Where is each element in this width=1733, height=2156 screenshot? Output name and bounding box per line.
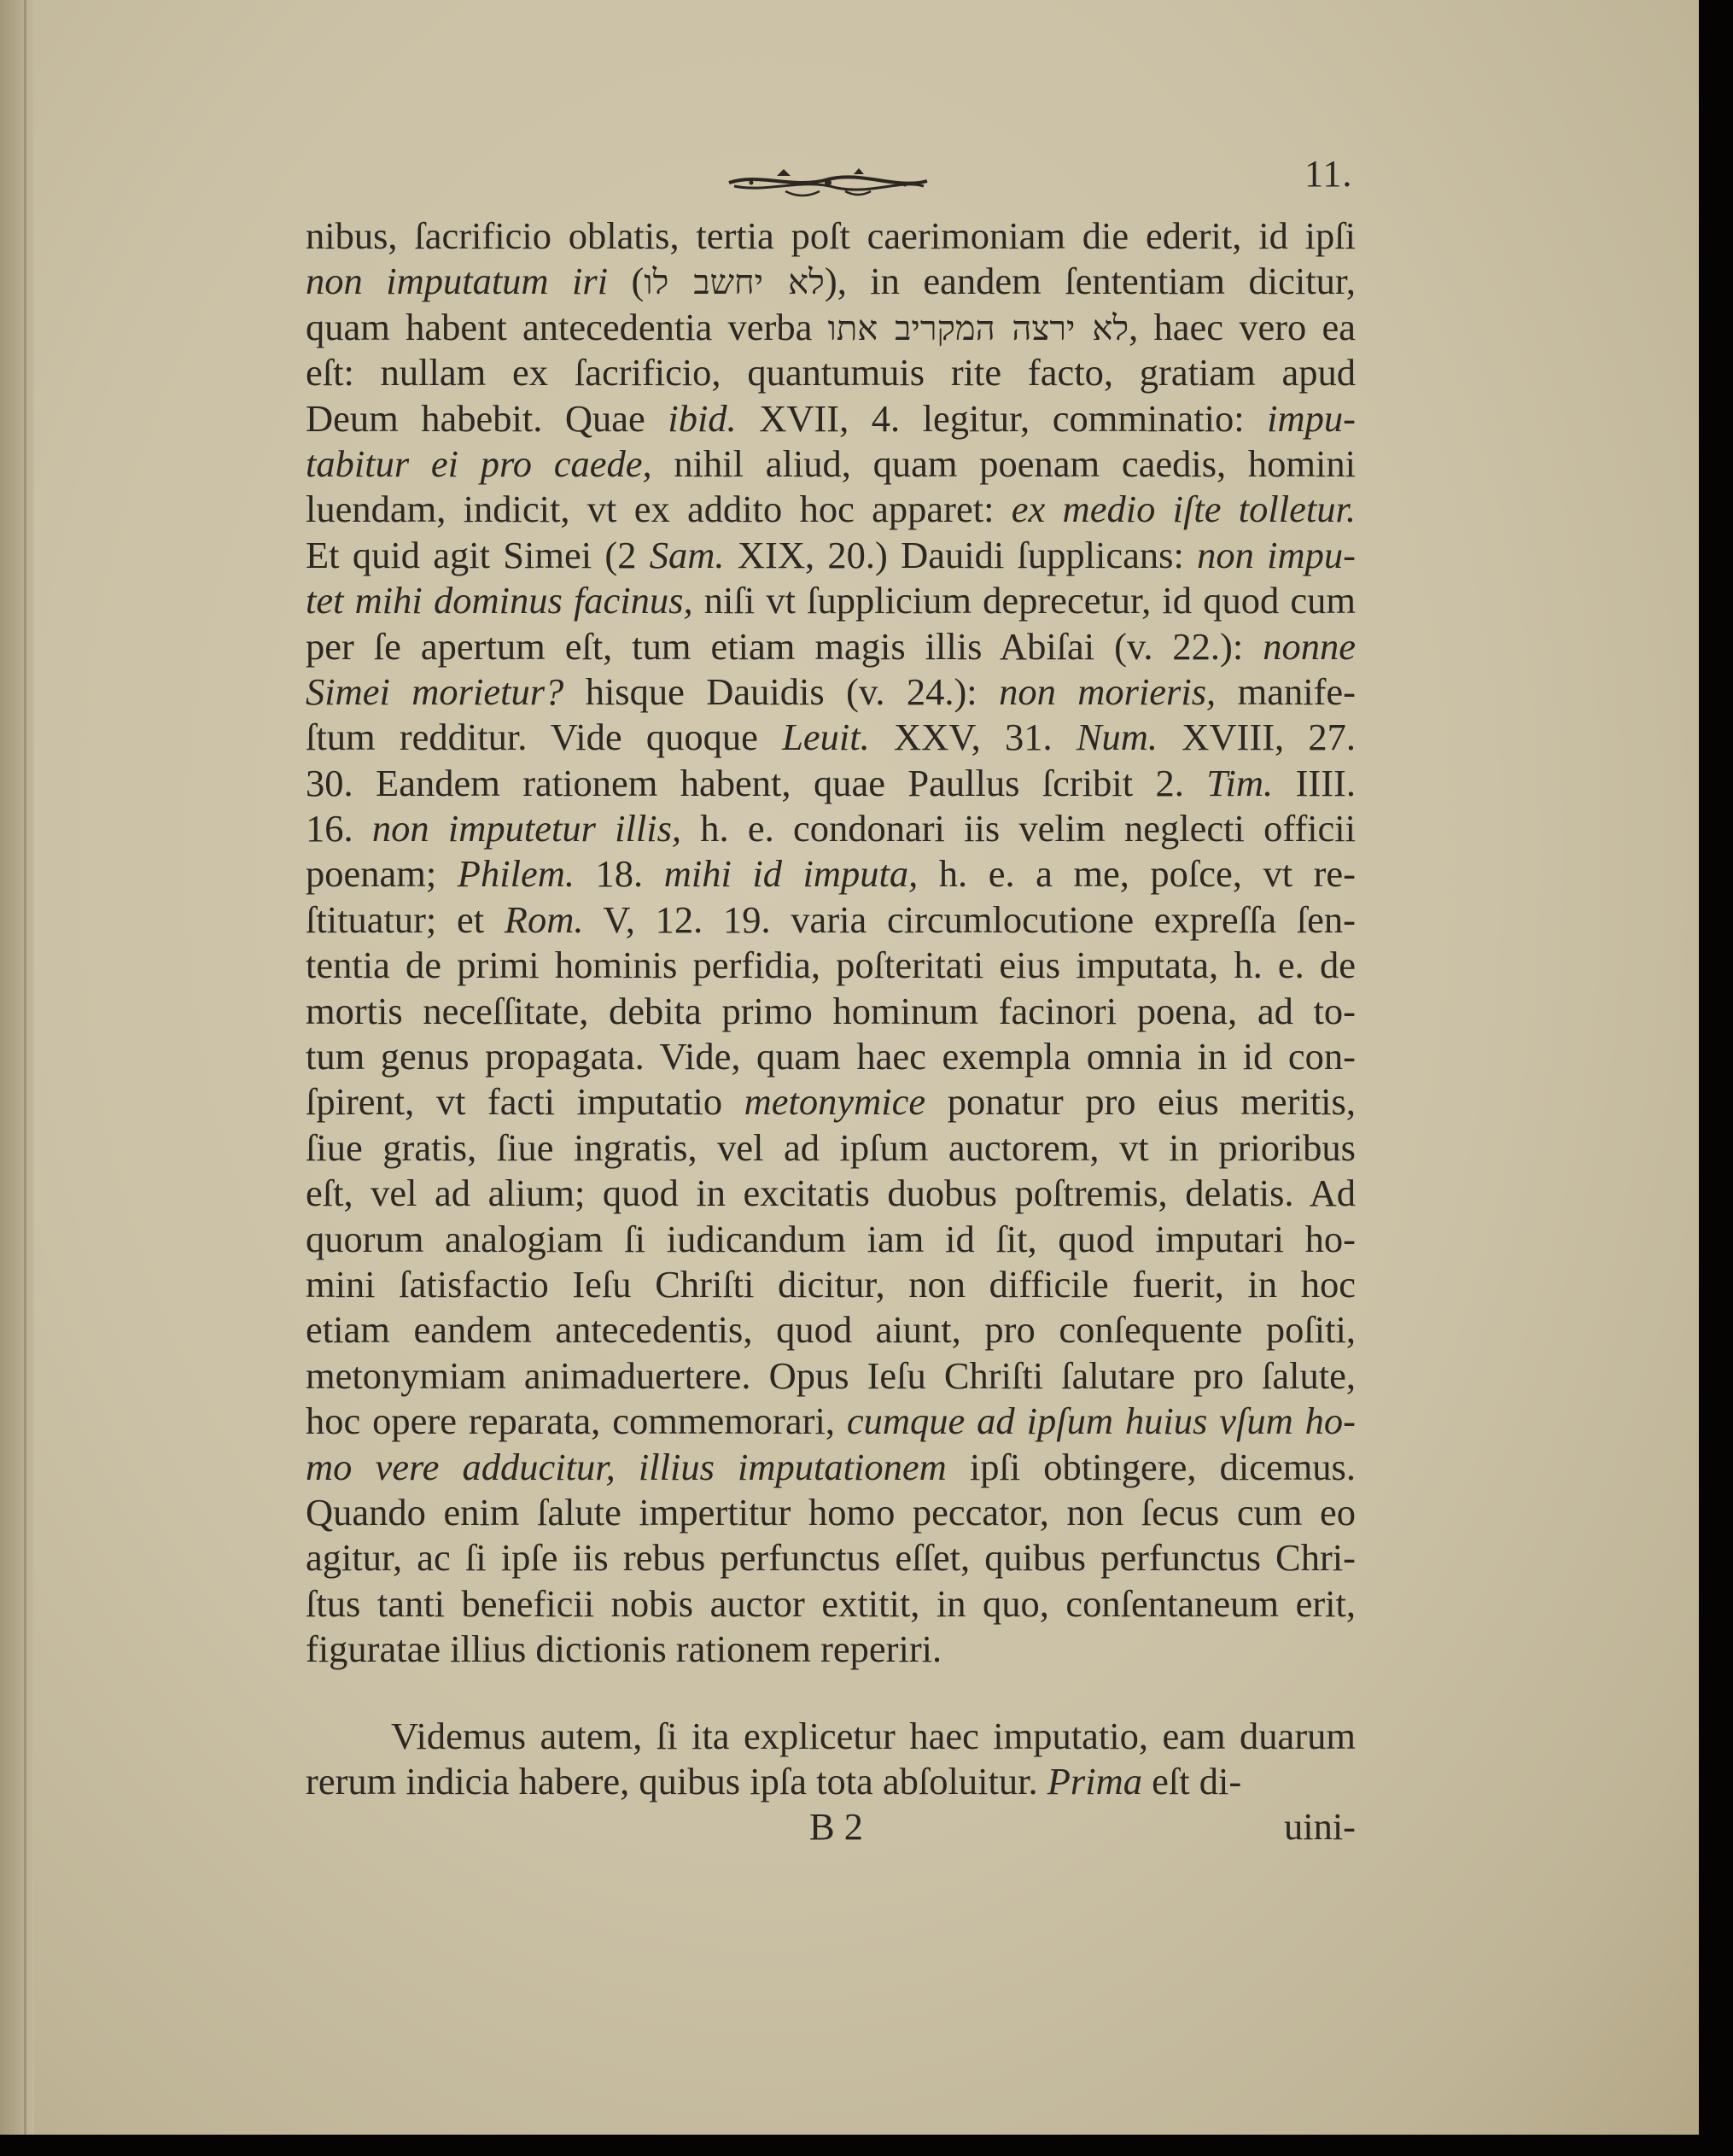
- italic-text: nonne: [1263, 624, 1356, 668]
- text-span: 30. Eandem rationem habent, quae Paullus ſcribit 2.: [306, 761, 1207, 804]
- text-line: [306, 441, 1356, 487]
- text-line: [306, 761, 1356, 806]
- text-span: XIX, 20.) Dauidi ſupplicans:: [724, 533, 1198, 576]
- text-span: h. e. a me, poſce, vt re-: [918, 852, 1357, 896]
- text-line: [306, 1759, 1356, 1804]
- binding-fold: [24, 0, 26, 2135]
- text-span: poenam;: [306, 852, 458, 896]
- page-number: 11.: [1304, 153, 1353, 195]
- text-line: [306, 1581, 1356, 1627]
- text-line: [306, 1034, 1356, 1079]
- paragraph-1: [306, 213, 1356, 1673]
- text-span: h. e. condonari iis velim neglecti officii: [681, 807, 1357, 850]
- text-span: mini ſatisfactio Ieſu Chriſti dicitur, non difficile fuerit, in hoc: [306, 1262, 1356, 1306]
- text-line: [306, 578, 1356, 623]
- text-line: [306, 213, 1356, 259]
- text-line: [306, 1535, 1356, 1580]
- catchword: uini-: [1283, 1805, 1356, 1849]
- italic-text: tet mihi dominus facinus,: [306, 579, 693, 622]
- text-span: ), in eandem ſententiam dicitur,: [824, 260, 1356, 303]
- paragraph-2: [306, 1714, 1356, 1805]
- text-span: Deum habebit. Quae: [306, 396, 668, 440]
- page-gutter: [0, 0, 34, 2135]
- text-line: [306, 487, 1356, 532]
- hebrew-text: לא ירצה המקריב אתו: [827, 308, 1129, 348]
- text-span: quorum analogiam ſi iudicandum iam id ſit, quod imputari ho-: [306, 1217, 1356, 1260]
- text-line: [306, 989, 1356, 1034]
- italic-text: mo vere adducitur, illius imputationem: [306, 1445, 947, 1488]
- text-line: [306, 350, 1356, 395]
- italic-text: mihi id imputa,: [663, 852, 919, 896]
- text-span: ſpirent, vt facti imputatio: [306, 1080, 744, 1124]
- text-span: Videmus autem, ſi ita explicetur haec imputatio, eam duarum: [391, 1714, 1356, 1757]
- ornamental-headpiece: [726, 164, 931, 202]
- page-footer: [306, 1804, 1356, 1852]
- text-span: tentia de primi hominis perfidia, poſteritati eius imputata, h. e. de: [306, 944, 1356, 987]
- text-span: per ſe apertum eſt, tum etiam magis illis Abiſai (v. 22.):: [306, 624, 1263, 668]
- text-span: quam habent antecedentia verba: [306, 305, 828, 348]
- text-line: [306, 1627, 1356, 1672]
- hebrew-text: לא יחשב לו: [644, 263, 825, 303]
- text-span: XXV, 31.: [869, 716, 1077, 759]
- text-line: [306, 1171, 1356, 1216]
- text-line: [306, 624, 1356, 669]
- text-line: [306, 806, 1356, 851]
- text-span: Quando enim ſalute impertitur homo peccator, non ſecus cum eo: [306, 1490, 1356, 1534]
- text-line: [306, 533, 1356, 578]
- text-line: [306, 1307, 1356, 1353]
- italic-text: ex medio iſte tolletur.: [1011, 488, 1356, 531]
- text-line: [306, 1399, 1356, 1444]
- text-span: Et quid agit Simei (2: [306, 533, 650, 576]
- text-span: tum genus propagata. Vide, quam haec exempla omnia in id con-: [306, 1035, 1356, 1078]
- italic-text: metonymice: [744, 1080, 926, 1124]
- text-line: [306, 715, 1356, 760]
- text-span: metonymiam animaduertere. Opus Ieſu Chriſti ſalutare pro ſalute,: [306, 1353, 1356, 1397]
- text-span: ſiue gratis, ſiue ingratis, vel ad ipſum auctorem, vt in prioribus: [306, 1125, 1356, 1169]
- text-span: nihil aliud, quam poenam caedis, homini: [651, 441, 1356, 485]
- text-line: [306, 851, 1356, 897]
- text-span: ſtum redditur. Vide quoque: [306, 716, 783, 759]
- italic-text: impu-: [1267, 396, 1356, 440]
- text-span: mortis neceſſitate, debita primo hominum facinori poena, ad to-: [306, 989, 1356, 1032]
- text-line: [306, 1262, 1356, 1307]
- text-line: [306, 1445, 1356, 1490]
- text-span: hoc opere reparata, commemorari,: [306, 1399, 847, 1443]
- text-span: manife-: [1216, 669, 1356, 713]
- text-line: [306, 1125, 1356, 1171]
- text-span: eſt: nullam ex ſacrificio, quantumuis rite facto, gratiam apud: [306, 351, 1356, 394]
- text-span: niſi vt ſupplicium deprecetur, id quod cum: [692, 579, 1356, 622]
- text-line: [306, 305, 1356, 350]
- italic-text: Philem.: [457, 852, 575, 896]
- italic-text: non imputatum iri: [306, 260, 609, 303]
- text-span: XVIII, 27.: [1158, 716, 1356, 759]
- text-line: [306, 669, 1356, 715]
- text-line: [306, 396, 1356, 441]
- text-span: eſt di-: [1142, 1759, 1242, 1803]
- italic-text: Sam.: [649, 533, 725, 576]
- text-span: hisque Dauidis (v. 24.):: [563, 669, 1000, 713]
- text-line: [306, 259, 1356, 304]
- text-line: [306, 1353, 1356, 1399]
- text-span: ipſi obtingere, dicemus.: [946, 1445, 1356, 1488]
- text-span: eſt, vel ad alium; quod in excitatis duobus poſtremis, delatis. Ad: [306, 1171, 1356, 1215]
- text-span: rerum indicia habere, quibus ipſa tota abſoluitur.: [306, 1759, 1047, 1803]
- italic-text: non impu-: [1197, 533, 1356, 576]
- text-span: V, 12. 19. varia circumlocutione expreſſa ſen-: [583, 897, 1357, 941]
- body-text: [306, 213, 1356, 1852]
- text-span: agitur, ac ſi ipſe iis rebus perfunctus eſſet, quibus perfunctus Chri-: [306, 1536, 1356, 1580]
- text-span: etiam eandem antecedentis, quod aiunt, pro conſequente poſiti,: [306, 1308, 1356, 1352]
- text-span: nibus, ſacrificio oblatis, tertia poſt caerimoniam die ederit, id ipſi: [306, 214, 1356, 257]
- italic-text: ibid.: [668, 396, 737, 440]
- text-span: ponatur pro eius meritis,: [925, 1080, 1356, 1124]
- text-span: ſtituatur; et: [306, 897, 505, 941]
- text-line: [306, 1714, 1356, 1759]
- text-span: ſtus tanti beneficii nobis auctor extitit, in quo, conſentaneum erit,: [306, 1581, 1356, 1625]
- text-span: 18.: [574, 852, 664, 896]
- text-span: (: [608, 260, 645, 303]
- text-span: XVII, 4. legitur, comminatio:: [736, 396, 1268, 440]
- text-span: IIII.: [1273, 761, 1356, 804]
- italic-text: Num.: [1076, 716, 1158, 759]
- text-span: 16.: [306, 807, 372, 850]
- italic-text: Rom.: [504, 897, 584, 941]
- text-line: [306, 1079, 1356, 1125]
- italic-text: non imputetur illis,: [371, 807, 682, 850]
- italic-text: Prima: [1047, 1759, 1142, 1803]
- text-line: [306, 897, 1356, 943]
- text-line: [306, 1490, 1356, 1535]
- italic-text: Leuit.: [782, 716, 870, 759]
- text-span: , haec vero ea: [1129, 305, 1357, 348]
- italic-text: tabitur ei pro caede,: [306, 441, 652, 485]
- italic-text: non morieris,: [999, 669, 1217, 713]
- italic-text: Simei morietur?: [306, 669, 564, 713]
- text-line: [306, 1217, 1356, 1262]
- text-line: [306, 943, 1356, 988]
- text-span: figuratae illius dictionis rationem reperiri.: [306, 1627, 942, 1671]
- italic-text: cumque ad ipſum huius vſum ho-: [846, 1399, 1356, 1443]
- signature-mark: B 2: [809, 1805, 864, 1849]
- text-span: luendam, indicit, vt ex addito hoc apparet:: [306, 488, 1012, 531]
- italic-text: Tim.: [1206, 761, 1274, 804]
